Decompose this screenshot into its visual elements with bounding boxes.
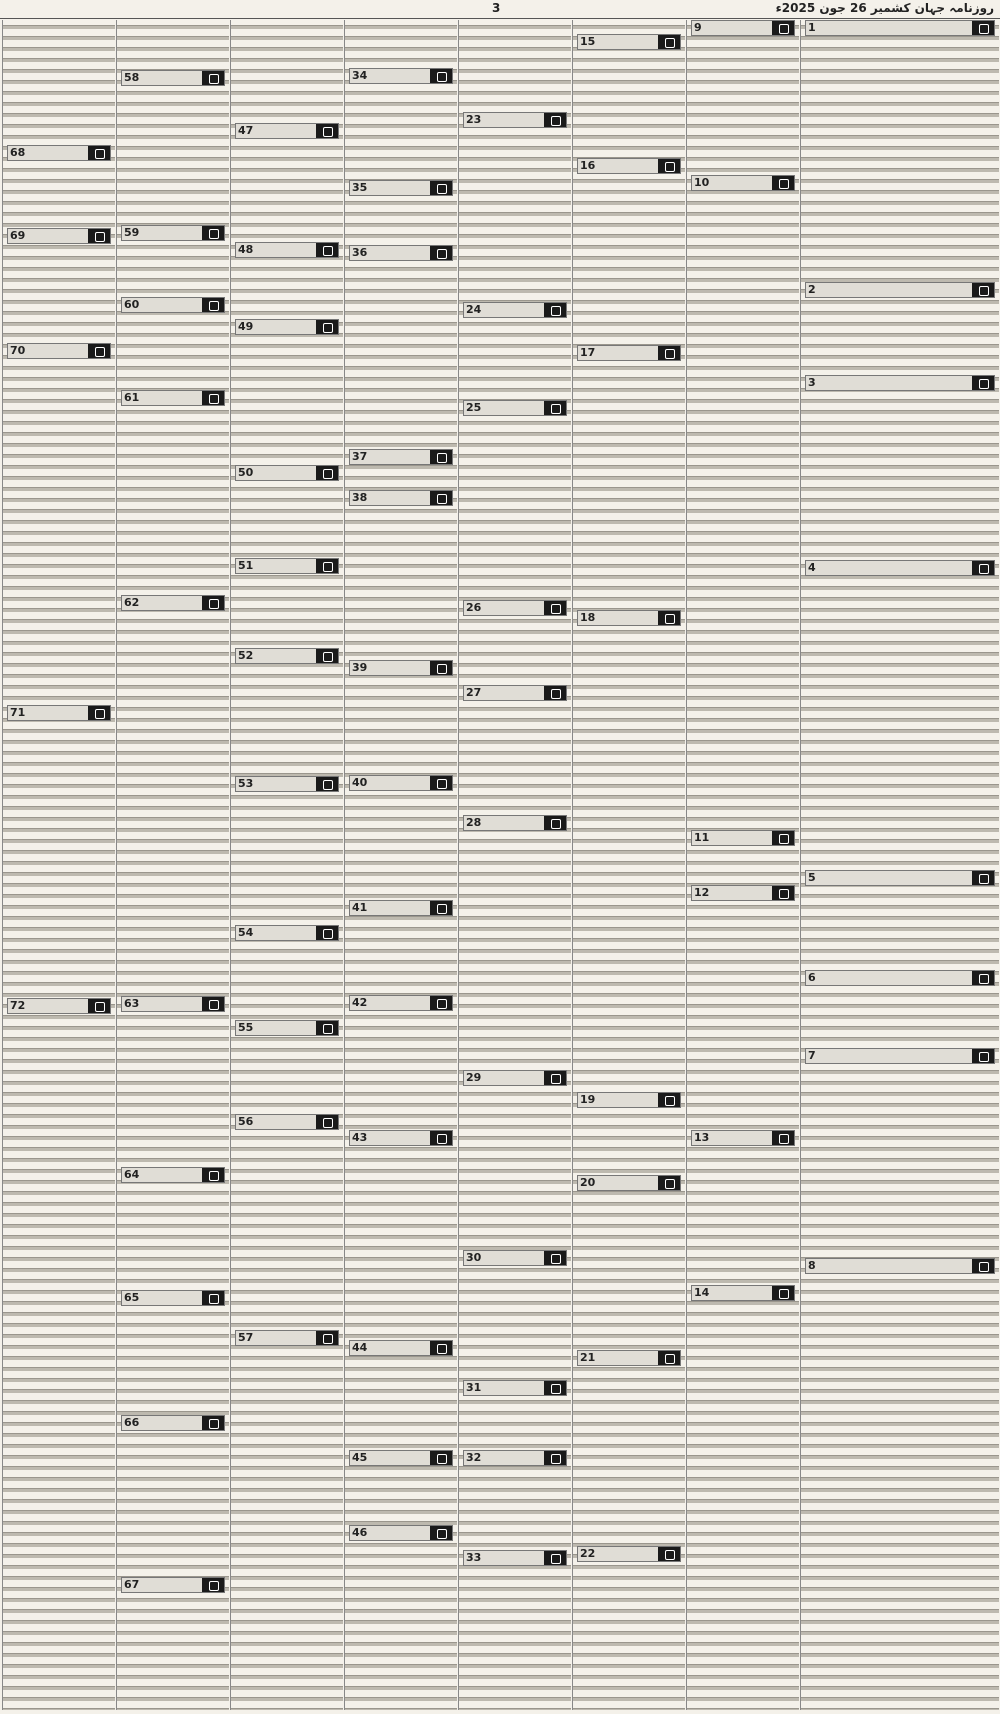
item-number-tag	[805, 870, 995, 886]
column-8	[2, 20, 115, 1710]
notice-box-icon	[972, 871, 994, 885]
item-number: 43	[352, 1131, 368, 1144]
item-number: 51	[238, 559, 254, 572]
item-number: 9	[694, 21, 702, 34]
masthead	[0, 0, 1000, 19]
notice-box-icon	[202, 1416, 224, 1430]
notice-box-icon	[544, 816, 566, 830]
item-number-tag	[463, 600, 567, 616]
item-number-tag	[805, 1048, 995, 1064]
item-number-tag	[349, 68, 453, 84]
item-number: 64	[124, 1168, 140, 1181]
item-number: 53	[238, 777, 254, 790]
notice-box-icon	[88, 999, 110, 1013]
notice-box-icon	[544, 686, 566, 700]
notice-box-icon	[202, 1578, 224, 1592]
item-number: 30	[466, 1251, 482, 1264]
notice-box-icon	[658, 1547, 680, 1561]
item-number-tag	[691, 1130, 795, 1146]
notice-box-icon	[316, 1115, 338, 1129]
item-number: 29	[466, 1071, 482, 1084]
item-number: 7	[808, 1049, 816, 1062]
notice-box-icon	[316, 1021, 338, 1035]
item-number-tag	[121, 1290, 225, 1306]
item-number: 13	[694, 1131, 710, 1144]
item-number-tag	[577, 34, 681, 50]
item-number-tag	[463, 1070, 567, 1086]
notice-box-icon	[430, 661, 452, 675]
column-7	[116, 20, 229, 1710]
item-number: 61	[124, 391, 140, 404]
notice-box-icon	[88, 344, 110, 358]
item-number-tag	[121, 225, 225, 241]
notice-box-icon	[316, 320, 338, 334]
item-number-tag	[577, 1546, 681, 1562]
item-number: 12	[694, 886, 710, 899]
notice-box-icon	[202, 226, 224, 240]
notice-box-icon	[430, 69, 452, 83]
notice-box-icon	[202, 596, 224, 610]
item-number-tag	[121, 996, 225, 1012]
item-number-tag	[235, 1330, 339, 1346]
item-number: 19	[580, 1093, 596, 1106]
item-number-tag	[349, 490, 453, 506]
item-number-tag	[463, 1550, 567, 1566]
item-number-tag	[7, 343, 111, 359]
item-number: 69	[10, 229, 26, 242]
item-number: 45	[352, 1451, 368, 1464]
item-number-tag	[349, 180, 453, 196]
item-number-tag	[349, 449, 453, 465]
notice-box-icon	[430, 1451, 452, 1465]
item-number: 23	[466, 113, 482, 126]
item-number: 47	[238, 124, 254, 137]
item-number-tag	[463, 1380, 567, 1396]
notice-box-icon	[430, 246, 452, 260]
item-number: 16	[580, 159, 596, 172]
notice-box-icon	[658, 611, 680, 625]
item-number: 59	[124, 226, 140, 239]
item-number-tag	[463, 1250, 567, 1266]
item-number: 27	[466, 686, 482, 699]
item-number-tag	[691, 20, 795, 36]
notice-box-icon	[972, 376, 994, 390]
item-number: 42	[352, 996, 368, 1009]
item-number-tag	[577, 1092, 681, 1108]
item-number-tag	[235, 648, 339, 664]
item-number: 66	[124, 1416, 140, 1429]
item-number: 6	[808, 971, 816, 984]
notice-box-icon	[202, 1291, 224, 1305]
item-number: 57	[238, 1331, 254, 1344]
notice-box-icon	[544, 1251, 566, 1265]
column-1	[800, 20, 999, 1710]
item-number-tag	[577, 345, 681, 361]
item-number: 67	[124, 1578, 140, 1591]
item-number-tag	[349, 1525, 453, 1541]
notice-box-icon	[202, 298, 224, 312]
notice-box-icon	[658, 1351, 680, 1365]
item-number-tag	[121, 1415, 225, 1431]
item-number: 71	[10, 706, 26, 719]
item-number: 50	[238, 466, 254, 479]
item-number-tag	[349, 1130, 453, 1146]
item-number-tag	[121, 390, 225, 406]
notice-box-icon	[316, 1331, 338, 1345]
notice-box-icon	[658, 159, 680, 173]
item-number: 31	[466, 1381, 482, 1394]
item-number-tag	[121, 1577, 225, 1593]
item-number: 28	[466, 816, 482, 829]
notice-box-icon	[972, 283, 994, 297]
item-number-tag	[577, 1350, 681, 1366]
item-number-tag	[805, 282, 995, 298]
item-number: 44	[352, 1341, 368, 1354]
newspaper-title: روزنامہ جہان کشمیر 26 جون 2025ء	[775, 1, 994, 15]
item-number: 35	[352, 181, 368, 194]
item-number: 63	[124, 997, 140, 1010]
item-number: 20	[580, 1176, 596, 1189]
item-number: 33	[466, 1551, 482, 1564]
notice-box-icon	[430, 901, 452, 915]
notice-box-icon	[544, 1071, 566, 1085]
item-number-tag	[235, 1020, 339, 1036]
item-number-tag	[121, 1167, 225, 1183]
notice-box-icon	[430, 776, 452, 790]
item-number: 4	[808, 561, 816, 574]
column-5	[344, 20, 457, 1710]
notice-box-icon	[88, 706, 110, 720]
notice-box-icon	[972, 1049, 994, 1063]
item-number-tag	[349, 775, 453, 791]
item-number: 36	[352, 246, 368, 259]
notice-box-icon	[316, 926, 338, 940]
notice-box-icon	[544, 1551, 566, 1565]
item-number: 41	[352, 901, 368, 914]
notice-box-icon	[202, 1168, 224, 1182]
item-number: 48	[238, 243, 254, 256]
notice-box-icon	[658, 346, 680, 360]
item-number: 55	[238, 1021, 254, 1034]
item-number: 62	[124, 596, 140, 609]
notice-box-icon	[544, 401, 566, 415]
notice-box-icon	[430, 181, 452, 195]
item-number: 10	[694, 176, 710, 189]
item-number: 37	[352, 450, 368, 463]
notice-box-icon	[88, 146, 110, 160]
notice-box-icon	[430, 1526, 452, 1540]
item-number-tag	[463, 1450, 567, 1466]
item-number-tag	[121, 297, 225, 313]
item-number-tag	[235, 1114, 339, 1130]
item-number: 68	[10, 146, 26, 159]
column-4	[458, 20, 571, 1710]
notice-box-icon	[316, 649, 338, 663]
item-number-tag	[235, 319, 339, 335]
item-number-tag	[805, 970, 995, 986]
item-number: 1	[808, 21, 816, 34]
notice-box-icon	[544, 113, 566, 127]
item-number-tag	[691, 885, 795, 901]
notice-box-icon	[430, 1341, 452, 1355]
item-number: 25	[466, 401, 482, 414]
notice-box-icon	[202, 997, 224, 1011]
notice-box-icon	[772, 831, 794, 845]
notice-box-icon	[658, 1093, 680, 1107]
item-number-tag	[7, 998, 111, 1014]
item-number-tag	[577, 1175, 681, 1191]
item-number: 24	[466, 303, 482, 316]
item-number-tag	[235, 776, 339, 792]
item-number-tag	[463, 400, 567, 416]
item-number-tag	[235, 123, 339, 139]
notice-box-icon	[772, 1131, 794, 1145]
item-number-tag	[349, 900, 453, 916]
item-number: 21	[580, 1351, 596, 1364]
item-number: 38	[352, 491, 368, 504]
item-number: 65	[124, 1291, 140, 1304]
item-number-tag	[349, 660, 453, 676]
item-number-tag	[7, 705, 111, 721]
notice-box-icon	[202, 71, 224, 85]
item-number: 15	[580, 35, 596, 48]
item-number: 52	[238, 649, 254, 662]
item-number-tag	[577, 158, 681, 174]
notice-box-icon	[544, 303, 566, 317]
item-number-tag	[691, 1285, 795, 1301]
notice-box-icon	[316, 243, 338, 257]
notice-box-icon	[972, 971, 994, 985]
notice-box-icon	[658, 35, 680, 49]
item-number-tag	[463, 815, 567, 831]
item-number-tag	[7, 228, 111, 244]
item-number: 40	[352, 776, 368, 789]
item-number-tag	[805, 1258, 995, 1274]
item-number-tag	[121, 595, 225, 611]
notice-box-icon	[430, 996, 452, 1010]
item-number-tag	[235, 242, 339, 258]
item-number-tag	[463, 685, 567, 701]
notice-box-icon	[544, 1381, 566, 1395]
notice-box-icon	[430, 450, 452, 464]
notice-box-icon	[772, 21, 794, 35]
notice-box-icon	[544, 601, 566, 615]
notice-box-icon	[316, 466, 338, 480]
item-number-tag	[235, 558, 339, 574]
notice-box-icon	[544, 1451, 566, 1465]
item-number-tag	[349, 1450, 453, 1466]
item-number-tag	[349, 245, 453, 261]
item-number: 11	[694, 831, 710, 844]
notice-box-icon	[972, 1259, 994, 1273]
item-number-tag	[235, 465, 339, 481]
notice-box-icon	[316, 777, 338, 791]
notice-box-icon	[972, 21, 994, 35]
item-number: 22	[580, 1547, 596, 1560]
item-number: 2	[808, 283, 816, 296]
notice-box-icon	[772, 886, 794, 900]
item-number-tag	[691, 175, 795, 191]
item-number: 32	[466, 1451, 482, 1464]
item-number: 39	[352, 661, 368, 674]
column-6	[230, 20, 343, 1710]
item-number: 26	[466, 601, 482, 614]
notice-box-icon	[772, 1286, 794, 1300]
item-number: 72	[10, 999, 26, 1012]
notice-box-icon	[316, 559, 338, 573]
item-number: 18	[580, 611, 596, 624]
notice-box-icon	[972, 561, 994, 575]
item-number-tag	[7, 145, 111, 161]
column-3	[572, 20, 685, 1710]
item-number-tag	[805, 375, 995, 391]
item-number-tag	[691, 830, 795, 846]
item-number-tag	[577, 610, 681, 626]
item-number: 34	[352, 69, 368, 82]
item-number: 49	[238, 320, 254, 333]
item-number: 56	[238, 1115, 254, 1128]
item-number: 54	[238, 926, 254, 939]
item-number-tag	[805, 560, 995, 576]
item-number-tag	[349, 1340, 453, 1356]
item-number: 60	[124, 298, 140, 311]
item-number: 58	[124, 71, 140, 84]
notice-box-icon	[88, 229, 110, 243]
item-number-tag	[349, 995, 453, 1011]
item-number-tag	[463, 302, 567, 318]
item-number: 5	[808, 871, 816, 884]
notice-box-icon	[658, 1176, 680, 1190]
item-number-tag	[121, 70, 225, 86]
item-number: 3	[808, 376, 816, 389]
item-number-tag	[463, 112, 567, 128]
item-number-tag	[805, 20, 995, 36]
notice-box-icon	[772, 176, 794, 190]
notice-box-icon	[430, 491, 452, 505]
item-number: 17	[580, 346, 596, 359]
item-number: 14	[694, 1286, 710, 1299]
item-number: 70	[10, 344, 26, 357]
page-number: 3	[492, 1, 501, 15]
item-number: 8	[808, 1259, 816, 1272]
column-2	[686, 20, 799, 1710]
item-number-tag	[235, 925, 339, 941]
notice-box-icon	[430, 1131, 452, 1145]
notice-box-icon	[202, 391, 224, 405]
notice-box-icon	[316, 124, 338, 138]
item-number: 46	[352, 1526, 368, 1539]
